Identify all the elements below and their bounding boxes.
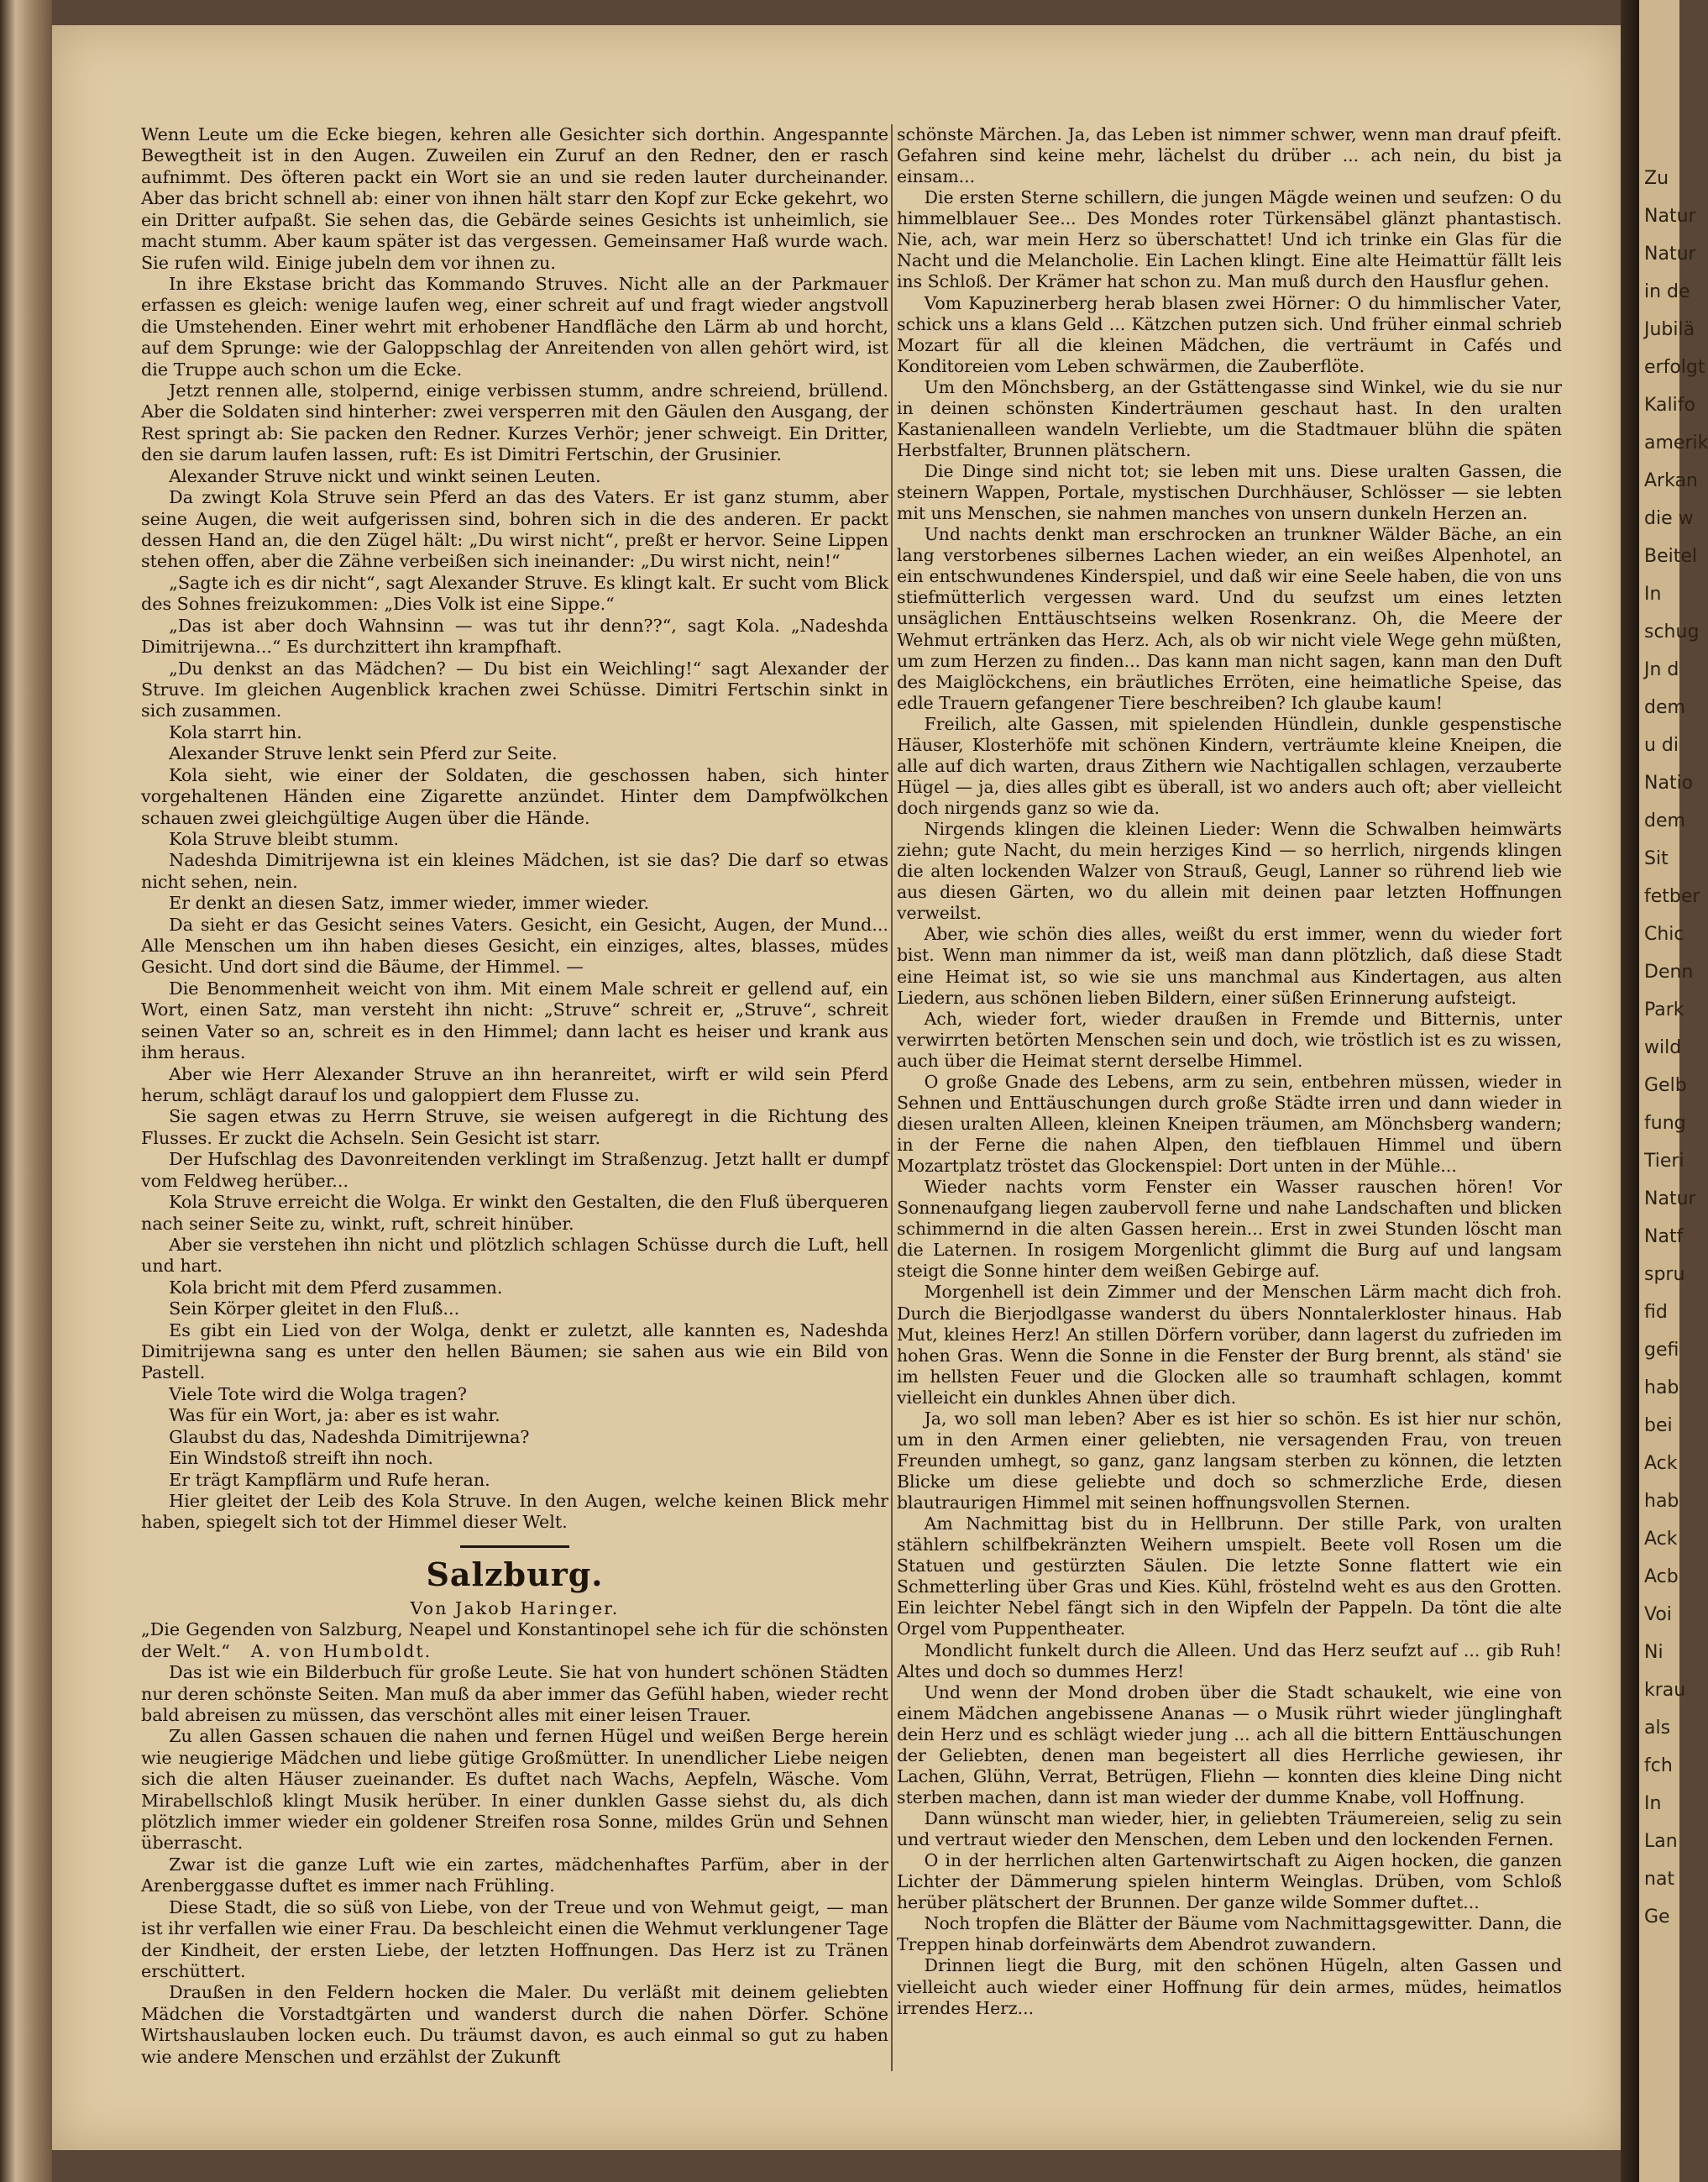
- paragraph: Ja, wo soll man leben? Aber es ist hier so schön. Es ist hier nur schön, um in den Armen einer geliebten, nie versagenden Frau, von treuen Freunden umhegt, so ganz, ganz langsam sterben zu können, die letzten Blicke um diese geliebte und doch so schmerzliche Erde, diesen blautraurigen Himmel mit seinen hoffnungsvollen Sternen.: [897, 1408, 1562, 1513]
- paragraph: Kola sieht, wie einer der Soldaten, die geschossen haben, sich hinter vorgehaltenen Händen eine Zigarette anzündet. Hinter dem Dampfwölkchen schauen zwei gleichgültige Augen über die Hände.: [141, 764, 888, 828]
- section-rule: [460, 1545, 569, 1548]
- paragraph: Jetzt rennen alle, stolpernd, einige verbissen stumm, andre schreiend, brüllend. Aber die Soldaten sind hinterher: zwei versperren mit den Gäulen den Ausgang, der Rest springt ab: Sie packen den Redner. Kurzes Verhör; jener schweigt. Ein Dritter, den sie darum laufen lassen, ruft: Es ist Dimitri Fertschin, der Grusinier.: [141, 380, 888, 465]
- adjacent-page-fragment: Natio: [1644, 773, 1694, 794]
- right-column: [897, 124, 1562, 2019]
- paragraph: Noch tropfen die Blätter der Bäume vom Nachmittagsgewitter. Dann, die Treppen hinab dorfeinwärts dem Abendrot zuwandern.: [897, 1913, 1562, 1955]
- adjacent-page-fragment: Jn d: [1644, 659, 1679, 680]
- adjacent-page-fragment: u di: [1644, 735, 1679, 756]
- paragraph: Nirgends klingen die kleinen Lieder: Wenn die Schwalben heimwärts ziehn; gute Nacht, du mein herziges Kind — so herrlich, nirgends klingen die alten lockenden Walzer von Strauß, Geugl, Lanner so rührend lieb wie aus diesen Gärten, wo du allein mit deinen paar letzten Hoffnungen verweilst.: [897, 819, 1562, 924]
- adjacent-page-fragment: spru: [1644, 1264, 1685, 1285]
- paragraph: Drinnen liegt die Burg, mit den schönen Hügeln, alten Gassen und vielleicht auch wieder einer Hoffnung für dein armes, müdes, heimatlos irrendes Herz...: [897, 1955, 1562, 2018]
- paragraph: Sein Körper gleitet in den Fluß...: [169, 1298, 460, 1319]
- adjacent-page-fragment: krau: [1644, 1680, 1686, 1701]
- adjacent-page-fragment: Chic: [1644, 924, 1684, 945]
- adjacent-page-fragment: gefi: [1644, 1340, 1679, 1361]
- paragraph: Das ist wie ein Bilderbuch für große Leute. Sie hat von hundert schönen Städten nur deren schönste Seiten. Man muß da aber immer das Gefühl haben, wieder recht bald abreisen zu müssen, das verschönt alles mit einer leisen Trauer.: [141, 1662, 888, 1725]
- adjacent-page-fragment: als: [1644, 1718, 1671, 1739]
- adjacent-page-fragment: bei: [1644, 1415, 1673, 1436]
- paragraph: Er denkt an diesen Satz, immer wieder, immer wieder.: [169, 893, 650, 914]
- adjacent-page-fragment: Kalifo: [1644, 395, 1695, 416]
- paragraph: Aber sie verstehen ihn nicht und plötzlich schlagen Schüsse durch die Luft, hell und hart.: [141, 1234, 888, 1277]
- adjacent-page-fragment: wild: [1644, 1037, 1682, 1058]
- adjacent-page-fragment: Natur: [1644, 244, 1696, 265]
- paragraph: Da zwingt Kola Struve sein Pferd an das des Vaters. Er ist ganz stumm, aber seine Augen, die weit aufgerissen sind, bohren sich in die des anderen. Er packt dessen Hand an, die den Zügel hält: „Du wirst nicht“, preßt er hervor. Seine Lippen stehen offen, aber die Zähne verbeißen sich ineinander: „Du wirst nicht, nein!“: [141, 487, 888, 572]
- adjacent-page-fragment: Natur: [1644, 206, 1696, 227]
- paragraph: Um den Mönchsberg, an der Gstättengasse sind Winkel, wie du sie nur in deinen schönsten Kinderträumen geschaut hast. In den uralten Kastanienalleen wandeln Verliebte, um die Stadtmauer blühn die späten Herbstfalter, Brunnen plätschern.: [897, 376, 1562, 460]
- adjacent-page-fragment: Lan: [1644, 1831, 1678, 1852]
- paragraph: Der Hufschlag des Davonreitenden verklingt im Straßenzug. Jetzt hallt er dumpf vom Feldweg herüber...: [141, 1149, 888, 1191]
- paragraph: Die ersten Sterne schillern, die jungen Mägde weinen und seufzen: O du himmelblauer See... Des Mondes roter Türkensäbel glänzt phantastisch. Nie, ach, war mein Herz so überschattet! Und ich trinke ein Glas für die Nacht und die Melancholie. Ein Lachen klingt. Eine alte Heimattür fällt leis ins Schloß. Der Krämer hat schon zu. Man muß durch den Hausflur gehen.: [897, 187, 1562, 292]
- paragraph: Wieder nachts vorm Fenster ein Wasser rauschen hören! Vor Sonnenaufgang liegen zaubervoll ferne und nahe Landschaften und blicken schimmernd in die alten Gassen herein... Erst in zwei Stunden löscht man die Laternen. In rosigem Morgenlicht glimmt die Burg auf und langsam steigt die Sonne hinter dem weißen Gebirge auf.: [897, 1177, 1562, 1282]
- paragraph: Kola starrt hin.: [169, 721, 302, 742]
- paragraph: Vom Kapuzinerberg herab blasen zwei Hörner: O du himmlischer Vater, schick uns a klans Geld ... Kätzchen putzen sich. Und früher einmal schrieb Mozart für all die kleinen Mädchen, die verträumt in Cafés und Konditoreien vom Leben schwärmen, die Zauberflöte.: [897, 292, 1562, 376]
- adjacent-page-fragment: Arkan: [1644, 470, 1698, 491]
- adjacent-page-fragment: Ack: [1644, 1453, 1678, 1474]
- adjacent-page-fragment: Park: [1644, 999, 1684, 1020]
- paragraph: Es gibt ein Lied von der Wolga, denkt er zuletzt, alle kannten es, Nadeshda Dimitrijewna sang es unter den hellen Bäumen; sie sahen aus wie ein Bild von Pastell.: [141, 1319, 888, 1383]
- article-title: Salzburg.: [426, 1555, 604, 1593]
- paragraph: O große Gnade des Lebens, arm zu sein, entbehren müssen, wieder in Sehnen und Enttäuschungen durch große Städte irren und dann wieder in diesen uralten Alleen, kleinen Kneipen träumen, am Mönchsberg wandern; in der Ferne die nahen Alpen, den tiefblauen Himmel und übern Mozartplatz tröstet das Glockenspiel: Dort unten in der Mühle...: [897, 1071, 1562, 1177]
- paragraph: Die Benommenheit weicht von ihm. Mit einem Male schreit er gellend auf, ein Wort, einen Satz, man versteht ihn nicht: „Struve“ schreit er, „Struve“, schreit seinen Vater so an, schreit es in den Himmel; dann lacht es heiser und krank aus ihm heraus.: [141, 978, 888, 1063]
- adjacent-page-fragment: fch: [1644, 1755, 1673, 1776]
- paragraph: Dann wünscht man wieder, hier, in geliebten Träumereien, selig zu sein und vertraut wieder den Menschen, dem Leben und den lockenden Fernen.: [897, 1808, 1562, 1850]
- paragraph: „Sagte ich es dir nicht“, sagt Alexander Struve. Es klingt kalt. Er sucht vom Blick des Sohnes freizukommen: „Dies Volk ist eine Sippe.“: [141, 572, 888, 615]
- paragraph: Er trägt Kampflärm und Rufe heran.: [169, 1469, 490, 1490]
- adjacent-page-fragment: erfolgt: [1644, 357, 1705, 378]
- paragraph: schönste Märchen. Ja, das Leben ist nimmer schwer, wenn man drauf pfeift. Gefahren sind keine mehr, lächelst du drüber ... ach nein, du bist ja einsam...: [897, 124, 1562, 187]
- adjacent-page-fragment: In: [1644, 1793, 1662, 1814]
- motto-text: „Die Gegenden von Salzburg, Neapel und Konstantinopel sehe ich für die schönsten der Welt.“: [141, 1619, 888, 1661]
- adjacent-page-fragment: Sit: [1644, 848, 1669, 869]
- adjacent-page-edge: [1639, 0, 1708, 2182]
- adjacent-page-fragment: fid: [1644, 1302, 1668, 1323]
- paragraph: Am Nachmittag bist du in Hellbrunn. Der stille Park, von uralten stählern schilfbekränzten Weihern umspielt. Beete voll Rosen um die Statuen und gestürzten Säulen. Die letzte Sonne flattert wie ein Schmetterling über Gras und Kies. Kühl, fröstelnd weht es aus den Grotten. Ein leichter Nebel fängt sich in den Wipfeln der Pappeln. Da tönt die alte Orgel vom Puppentheater.: [897, 1513, 1562, 1639]
- article-motto: [141, 1619, 888, 1662]
- adjacent-page-fragment: Beitel: [1644, 546, 1698, 567]
- paragraph: Freilich, alte Gassen, mit spielenden Hündlein, dunkle gespenstische Häuser, Klosterhöfe mit schönen Kindern, verträumte kleine Kneipen, die alle auf dich warten, draus Zithern wie Nachtigallen schlagen, verzauberte Hügel — ja, dies alles gibt es überall, ist wo anders auch oft; aber vielleicht doch nirgends ganz so wie da.: [897, 713, 1562, 818]
- paragraph: Da sieht er das Gesicht seines Vaters. Gesicht, ein Gesicht, Augen, der Mund... Alle Menschen um ihn haben dieses Gesicht, ein einziges, altes, blasses, müdes Gesicht. Und dort sind die Bäume, der Himmel. —: [141, 914, 888, 978]
- paragraph: Sie sagen etwas zu Herrn Struve, sie weisen aufgeregt in die Richtung des Flusses. Er zuckt die Achseln. Sein Gesicht ist starr.: [141, 1106, 888, 1148]
- column-divider: [891, 124, 893, 2071]
- adjacent-page-fragment: In: [1644, 584, 1662, 605]
- paragraph: Und nachts denkt man erschrocken an trunkner Wälder Bäche, an ein lang verstorbenes silbernes Lachen wieder, an ein weißes Alpenhotel, an ein entschwundenes Kinderspiel, und daß wir eine Seele haben, die von uns stiefmütterlich vergessen ward. Und du seufzst um eines letzten unsäglichen Enttäuschtseins welken Rosenkranz. Oh, die Meere der Wehmut ertränken das Herz. Ach, als ob wir nicht viele Wege gehn müßten, um zum Herzen zu finden... Das kann man nicht sagen, kann man den Duft des Maiglöckchens, ein bräutliches Erröten, eine heimatliche Speise, das edle Trauern gefangener Tiere beschreiben? Ich glaube kaum!: [897, 524, 1562, 713]
- adjacent-page-fragment: Denn: [1644, 962, 1694, 983]
- paragraph: Wenn Leute um die Ecke biegen, kehren alle Gesichter sich dorthin. Angespannte Bewegtheit ist in den Augen. Zuweilen ein Zuruf an den Redner, den er rasch aufnimmt. Des öfteren packt ein Wort sie an und sie reden lauter durcheinander. Aber das bricht schnell ab: einer von ihnen hält starr den Kopf zur Ecke gekehrt, wo ein Dritter aufpaßt. Sie sehen das, die Gebärde seines Gesichts ist unheimlich, sie macht stumm. Aber kaum später ist das vergessen. Gemeinsamer Haß wurde wach. Sie rufen wild. Einige jubeln dem vor ihnen zu.: [141, 124, 888, 273]
- adjacent-page-fragment: Zu: [1644, 168, 1669, 189]
- paragraph: Alexander Struve nickt und winkt seinen Leuten.: [169, 465, 601, 486]
- paragraph: Zu allen Gassen schauen die nahen und fernen Hügel und weißen Berge herein wie neugierige Mädchen und liebe gütige Großmütter. In unendlicher Liebe neigen sich die alten Häuser zueinander. Es duftet nach Wachs, Aepfeln, Wäsche. Vom Mirabellschloß klingt Musik herüber. In einer dunklen Gasse siehst du, als dich plötzlich immer wieder ein goldener Streifen rosa Sonne, mildes Grün und Sehnen überrascht.: [141, 1726, 888, 1854]
- paragraph: Die Dinge sind nicht tot; sie leben mit uns. Diese uralten Gassen, die steinern Wappen, Portale, mystischen Durchhäuser, Schlösser — sie lebten mit uns Menschen, sie nahmen manches von unsern dunkeln Herzen an.: [897, 461, 1562, 524]
- adjacent-page-fragment: in de: [1644, 281, 1690, 302]
- adjacent-page-fragment: hab: [1644, 1491, 1679, 1512]
- adjacent-page-fragment: fung: [1644, 1113, 1686, 1134]
- paragraph: „Das ist aber doch Wahnsinn — was tut ihr denn??“, sagt Kola. „Nadeshda Dimitrijewna...“ Es durchzittert ihn krampfhaft.: [141, 615, 888, 658]
- article-byline: Von Jakob Haringer.: [410, 1597, 620, 1618]
- adjacent-page-fragment: die w: [1644, 508, 1694, 529]
- paragraph: Kola Struve bleibt stumm.: [169, 828, 400, 849]
- adjacent-page-fragment: fetber: [1644, 886, 1700, 907]
- paragraph: Glaubst du das, Nadeshda Dimitrijewna?: [169, 1426, 530, 1447]
- paragraph: Aber, wie schön dies alles, weißt du erst immer, wenn du wieder fort bist. Wenn man nimmer da ist, weiß man dann plötzlich, daß diese Stadt eine Heimat ist, so wie sie uns manchmal aus Kindertagen, aus alten Liedern, aus schönen lieben Bildern, einer süßen Erinnerung aufsteigt.: [897, 924, 1562, 1008]
- paragraph: Diese Stadt, die so süß von Liebe, von der Treue und von Wehmut geigt, — man ist ihr verfallen wie einer Frau. Da beschleicht einen die Wehmut verklungener Tage der Kindheit, der ersten Liebe, der letzten Hoffnungen. Das Herz ist zu Tränen erschüttert.: [141, 1896, 888, 1982]
- adjacent-page-fragment: Voi: [1644, 1604, 1672, 1625]
- paragraph: In ihre Ekstase bricht das Kommando Struves. Nicht alle an der Parkmauer erfassen es gleich: wenige laufen weg, einer schreit auf und fragt wieder angstvoll die Umstehenden. Einer wehrt mit erhobener Handfläche den Lärm ab und horcht, auf dem Sprunge: wie der Galoppschlag der Anreitenden von allen gehört wird, ist die Truppe auch schon um die Ecke.: [141, 273, 888, 380]
- paragraph: Hier gleitet der Leib des Kola Struve. In den Augen, welche keinen Blick mehr haben, spiegelt sich tot der Himmel dieser Welt.: [141, 1491, 888, 1533]
- paragraph: Kola bricht mit dem Pferd zusammen.: [169, 1277, 503, 1298]
- paragraph: Was für ein Wort, ja: aber es ist wahr.: [169, 1405, 500, 1426]
- book-edge: [0, 0, 52, 2182]
- binding-gutter: [1621, 0, 1639, 2182]
- article-body: [141, 1662, 888, 2068]
- paragraph: Zwar ist die ganze Luft wie ein zartes, mädchenhaftes Parfüm, aber in der Arenberggasse duftet es immer nach Frühling.: [141, 1854, 888, 1896]
- paragraph: Aber wie Herr Alexander Struve an ihn heranreitet, wirft er wild sein Pferd herum, schlägt darauf los und galoppiert dem Flusse zu.: [141, 1063, 888, 1105]
- paragraph: Mondlicht funkelt durch die Alleen. Und das Herz seufzt auf ... gib Ruh! Altes und doch so dummes Herz!: [897, 1639, 1562, 1681]
- adjacent-page-fragment: hab: [1644, 1377, 1679, 1398]
- adjacent-page-fragment: dem: [1644, 697, 1685, 718]
- adjacent-page-fragment: Acb: [1644, 1566, 1679, 1587]
- story-continuation: [141, 124, 888, 1534]
- adjacent-page-fragment: nat: [1644, 1869, 1675, 1890]
- motto-source: A. von Humboldt.: [250, 1640, 432, 1661]
- paragraph: Viele Tote wird die Wolga tragen?: [169, 1383, 467, 1404]
- paragraph: Nadeshda Dimitrijewna ist ein kleines Mädchen, ist sie das? Die darf so etwas nicht sehen, nein.: [141, 850, 888, 892]
- paragraph: Draußen in den Feldern hocken die Maler. Du verläßt mit deinem geliebten Mädchen die Vorstadtgärten und wanderst durch die nahen Dörfer. Schöne Wirtshauslauben locken euch. Du träumst davon, es auch einmal so gut zu haben wie andere Menschen und erzählst der Zukunft: [141, 1982, 888, 2067]
- paragraph: Alexander Struve lenkt sein Pferd zur Seite.: [169, 743, 558, 764]
- left-column: [141, 124, 888, 2068]
- paragraph: Kola Struve erreicht die Wolga. Er winkt den Gestalten, die den Fluß überqueren nach seiner Seite zu, winkt, ruft, schreit hinüber.: [141, 1192, 888, 1234]
- paragraph: „Du denkst an das Mädchen? — Du bist ein Weichling!“ sagt Alexander der Struve. Im gleichen Augenblick krachen zwei Schüsse. Dimitri Fertschin sinkt in sich zusammen.: [141, 658, 888, 721]
- adjacent-page-fragment: Ge: [1644, 1907, 1670, 1928]
- adjacent-page-fragment: Natf: [1644, 1226, 1684, 1247]
- adjacent-page-fragment: Natur: [1644, 1188, 1696, 1209]
- paragraph: Und wenn der Mond droben über die Stadt schaukelt, wie eine von einem Mädchen angebissene Ananas — o Musik rührt wieder jünglinghaft dein Herz und es schlägt wieder jung ... ach all die bittern Enttäuschungen der Geliebten, denen man begeistert all dies Herrliche gewiesen, ihr Lachen, Glühn, Verrat, Betrügen, Fliehn — konnten dies kleine Ding nicht sterben machen, dann ist man wieder der dumme Knabe, voll Hoffnung.: [897, 1681, 1562, 1807]
- adjacent-page-fragment: Tieri: [1644, 1151, 1684, 1172]
- adjacent-page-fragment: schug: [1644, 622, 1700, 643]
- adjacent-page-fragment: Ni: [1644, 1642, 1663, 1663]
- adjacent-page-fragment: Ack: [1644, 1529, 1678, 1550]
- paragraph: O in der herrlichen alten Gartenwirtschaft zu Aigen hocken, die ganzen Lichter der Dämmerung spielen hinterm Weinglas. Drüben, vom Schloß herüber plätschert der Brunnen. Der ganze wilde Sommer duftet...: [897, 1850, 1562, 1913]
- paragraph: Ach, wieder fort, wieder draußen in Fremde und Bitternis, unter verwirrten betörten Menschen sein und doch, wie tröstlich ist es zu wissen, auch über die Heimat sternt derselbe Himmel.: [897, 1008, 1562, 1071]
- adjacent-page-fragment: amerik: [1644, 433, 1708, 454]
- adjacent-page-fragment: Gelb: [1644, 1075, 1687, 1096]
- adjacent-page-fragment: dem: [1644, 810, 1685, 831]
- adjacent-page-fragment: Jubilä: [1644, 319, 1695, 340]
- paragraph: Ein Windstoß streift ihn noch.: [169, 1448, 433, 1469]
- paragraph: Morgenhell ist dein Zimmer und der Menschen Lärm macht dich froh. Durch die Bierjodlgasse wanderst du übers Nonntalerkloster hinaus. Hab Mut, kleines Herz! An stillen Dörfern vorüber, dann lagerst du zufrieden im hohen Gras. Wenn die Sonne in die Fenster der Burg brennt, als ständ' sie im hellsten Feuer und die Glocken alle so traumhaft schlagen, kommt vielleicht ein dunkles Ahnen über dich.: [897, 1282, 1562, 1408]
